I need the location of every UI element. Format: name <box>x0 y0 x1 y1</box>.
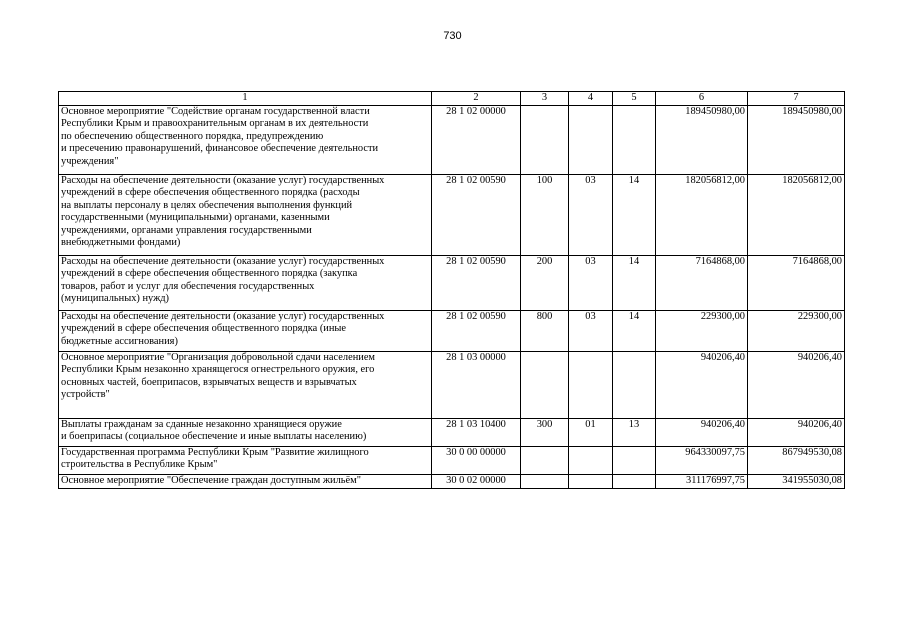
row-amount-col7: 867949530,08 <box>748 447 845 475</box>
header-row <box>59 92 845 106</box>
row-expense-type: 200 <box>521 256 569 311</box>
table-row <box>59 352 845 419</box>
row-code: 28 1 02 00590 <box>432 311 521 352</box>
row-amount-col6: 940206,40 <box>656 352 748 419</box>
row-expense-type <box>521 352 569 419</box>
row-code: 30 0 02 00000 <box>432 475 521 489</box>
row-amount-col6: 182056812,00 <box>656 175 748 256</box>
row-amount-col7: 940206,40 <box>748 419 845 447</box>
row-code: 30 0 00 00000 <box>432 447 521 475</box>
row-name: Основное мероприятие "Содействие органам государственной власти Республики Крым и правоохранительным органам в их деятельности по обеспечению общественного порядка, предупреждению и пресечению правонарушений, финансовое обеспечение деятельности учреждения" <box>59 106 432 175</box>
row-section <box>569 106 613 175</box>
header-col-2: 2 <box>432 92 521 106</box>
row-code: 28 1 02 00000 <box>432 106 521 175</box>
row-subsection <box>613 447 656 475</box>
row-name: Расходы на обеспечение деятельности (оказание услуг) государственных учреждений в сфере обеспечения общественного порядка (закупка товаров, работ и услуг для обеспечения государственных (муниципальных) нужд) <box>59 256 432 311</box>
row-section <box>569 475 613 489</box>
row-amount-col7: 341955030,08 <box>748 475 845 489</box>
header-col-6: 6 <box>656 92 748 106</box>
table-row <box>59 256 845 311</box>
row-section: 03 <box>569 175 613 256</box>
row-subsection <box>613 475 656 489</box>
row-subsection: 14 <box>613 256 656 311</box>
table-row <box>59 311 845 352</box>
row-amount-col7: 189450980,00 <box>748 106 845 175</box>
row-subsection <box>613 352 656 419</box>
row-expense-type <box>521 447 569 475</box>
row-subsection: 14 <box>613 311 656 352</box>
row-name: Государственная программа Республики Крым "Развитие жилищного строительства в Республике Крым" <box>59 447 432 475</box>
row-expense-type: 300 <box>521 419 569 447</box>
row-name: Основное мероприятие "Обеспечение граждан доступным жильём" <box>59 475 432 489</box>
row-amount-col6: 7164868,00 <box>656 256 748 311</box>
table-row <box>59 419 845 447</box>
row-section <box>569 352 613 419</box>
row-name: Выплаты гражданам за сданные незаконно хранящиеся оружие и боеприпасы (социальное обеспечение и иные выплаты населению) <box>59 419 432 447</box>
row-expense-type <box>521 106 569 175</box>
row-code: 28 1 02 00590 <box>432 175 521 256</box>
header-col-1: 1 <box>59 92 432 106</box>
header-col-4: 4 <box>569 92 613 106</box>
header-col-7: 7 <box>748 92 845 106</box>
table-row <box>59 475 845 489</box>
table-body <box>59 106 845 489</box>
row-amount-col7: 940206,40 <box>748 352 845 419</box>
page-number: 730 <box>443 30 462 42</box>
row-amount-col6: 229300,00 <box>656 311 748 352</box>
row-name: Расходы на обеспечение деятельности (оказание услуг) государственных учреждений в сфере обеспечения общественного порядка (иные бюджетные ассигнования) <box>59 311 432 352</box>
row-name: Основное мероприятие "Организация добровольной сдачи населением Республики Крым незаконно хранящегося огнестрельного оружия, его основных частей, боеприпасов, взрывчатых веществ и взрывчатых устройств" <box>59 352 432 419</box>
row-section: 03 <box>569 256 613 311</box>
row-amount-col6: 189450980,00 <box>656 106 748 175</box>
row-code: 28 1 03 10400 <box>432 419 521 447</box>
row-code: 28 1 03 00000 <box>432 352 521 419</box>
row-section <box>569 447 613 475</box>
row-expense-type <box>521 475 569 489</box>
row-amount-col6: 940206,40 <box>656 419 748 447</box>
row-subsection <box>613 106 656 175</box>
table-row <box>59 106 845 175</box>
row-subsection: 14 <box>613 175 656 256</box>
header-col-5: 5 <box>613 92 656 106</box>
row-amount-col7: 7164868,00 <box>748 256 845 311</box>
row-expense-type: 100 <box>521 175 569 256</box>
row-code: 28 1 02 00590 <box>432 256 521 311</box>
row-amount-col6: 964330097,75 <box>656 447 748 475</box>
table-row <box>59 447 845 475</box>
row-amount-col6: 311176997,75 <box>656 475 748 489</box>
row-name: Расходы на обеспечение деятельности (оказание услуг) государственных учреждений в сфере обеспечения общественного порядка (расходы на выплаты персоналу в целях обеспечения выполнения функций государственными (муниципальными) органами, казенными учреждениями, органами управления государственными внебюджетными фондами) <box>59 175 432 256</box>
row-subsection: 13 <box>613 419 656 447</box>
row-section: 03 <box>569 311 613 352</box>
budget-table <box>58 91 845 489</box>
table-header <box>59 92 845 106</box>
row-amount-col7: 229300,00 <box>748 311 845 352</box>
row-section: 01 <box>569 419 613 447</box>
row-amount-col7: 182056812,00 <box>748 175 845 256</box>
table-row <box>59 175 845 256</box>
row-expense-type: 800 <box>521 311 569 352</box>
header-col-3: 3 <box>521 92 569 106</box>
